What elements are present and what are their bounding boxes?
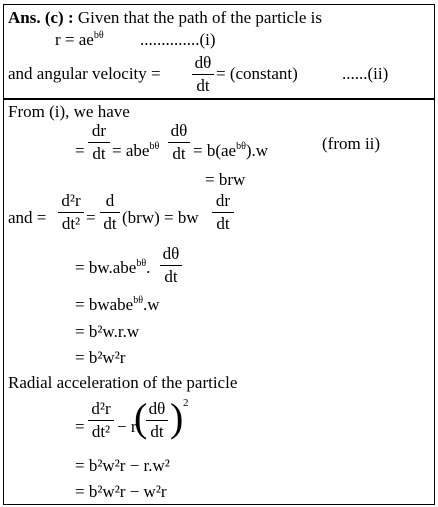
minus-r: − r xyxy=(117,417,137,436)
fraction-denominator: dt xyxy=(164,267,178,286)
from-i-text: From (i), we have xyxy=(8,102,130,121)
step1-rhs-end: ).w xyxy=(245,141,269,160)
exponent: bθ xyxy=(133,295,144,306)
dtheta-dt-fraction xyxy=(146,400,168,441)
d-dt-fraction xyxy=(100,192,120,233)
angular-velocity-text: and angular velocity = xyxy=(8,64,161,83)
fraction-denominator: dt² xyxy=(61,214,81,233)
fraction-numerator: d²r xyxy=(91,399,111,418)
exponent: bθ xyxy=(236,141,246,152)
fraction-denominator: dt xyxy=(103,214,117,233)
path-equation-lhs: r = ae xyxy=(55,30,94,49)
step1-mid-text: = abe xyxy=(112,141,150,160)
dr-dt-fraction xyxy=(88,122,110,163)
left-paren: ( xyxy=(134,395,148,440)
fraction-bar xyxy=(212,212,234,213)
step3-end: .w xyxy=(143,295,160,314)
brw-result: = brw xyxy=(205,170,246,189)
d2r-dt2-fraction xyxy=(58,192,84,233)
fraction-bar xyxy=(168,142,190,143)
dtheta-dt-fraction xyxy=(160,245,182,286)
step5: = b²w²r xyxy=(75,348,126,367)
fraction-numerator: dr xyxy=(91,121,107,140)
fraction-numerator: dθ xyxy=(194,53,212,72)
step1-rhs xyxy=(193,141,268,161)
answer-intro-line xyxy=(8,8,322,28)
equals-sign: = xyxy=(75,417,85,436)
step4: = b²w.r.w xyxy=(75,322,140,341)
fraction-bar xyxy=(146,420,168,421)
step2-dot: . xyxy=(146,258,151,277)
fraction-denominator: dt xyxy=(92,144,106,163)
equation-tag-ii: ......(ii) xyxy=(342,64,389,83)
constant-text: = (constant) xyxy=(216,64,298,83)
fraction-denominator: dt xyxy=(172,144,186,163)
fraction-denominator: dt xyxy=(216,214,230,233)
step1-rhs-text: = b(ae xyxy=(193,141,237,160)
step7: = b²w²r − w²r xyxy=(75,482,167,501)
dtheta-dt-fraction xyxy=(168,122,190,163)
dr-dt-fraction xyxy=(212,192,234,233)
from-ii-note: (from ii) xyxy=(322,134,381,153)
fraction-numerator: d xyxy=(105,191,115,210)
step2-text: = bw.abe xyxy=(75,258,137,277)
fraction-bar xyxy=(88,420,114,421)
fraction-numerator: d²r xyxy=(61,191,81,210)
fraction-bar xyxy=(100,212,120,213)
intro-text: Given that the path of the particle is xyxy=(77,8,322,27)
step3-text: = bwabe xyxy=(75,295,134,314)
path-equation xyxy=(55,30,104,50)
fraction-denominator: dt xyxy=(196,76,210,95)
radial-acceleration-title: Radial acceleration of the particle xyxy=(8,373,238,392)
fraction-bar xyxy=(88,142,110,143)
path-exponent: bθ xyxy=(93,30,104,41)
fraction-numerator: dθ xyxy=(148,399,166,418)
brw-paren-expression: (brw) = bw xyxy=(122,208,199,227)
step2 xyxy=(75,258,150,278)
fraction-numerator: dr xyxy=(215,191,231,210)
exponent: bθ xyxy=(136,258,147,269)
step6: = b²w²r − r.w² xyxy=(75,456,170,475)
square-exponent: 2 xyxy=(183,397,189,409)
fraction-denominator: dt xyxy=(150,422,164,441)
d2r-dt2-fraction xyxy=(88,400,114,441)
equation-tag-i: ..............(i) xyxy=(140,30,216,49)
fraction-numerator: dθ xyxy=(170,121,188,140)
fraction-bar xyxy=(192,74,214,75)
and-label: and = xyxy=(8,208,47,227)
step3 xyxy=(75,295,160,315)
fraction-numerator: dθ xyxy=(162,244,180,263)
right-paren: ) xyxy=(170,395,184,440)
answer-label: Ans. (c) : xyxy=(8,8,74,27)
step1-middle xyxy=(112,141,159,161)
fraction-denominator: dt² xyxy=(91,422,111,441)
fraction-bar xyxy=(58,212,84,213)
dtheta-dt-fraction xyxy=(192,54,214,95)
fraction-bar xyxy=(160,265,182,266)
equals-sign: = xyxy=(86,208,96,227)
equals-sign: = xyxy=(75,141,85,160)
exponent: bθ xyxy=(149,141,160,152)
